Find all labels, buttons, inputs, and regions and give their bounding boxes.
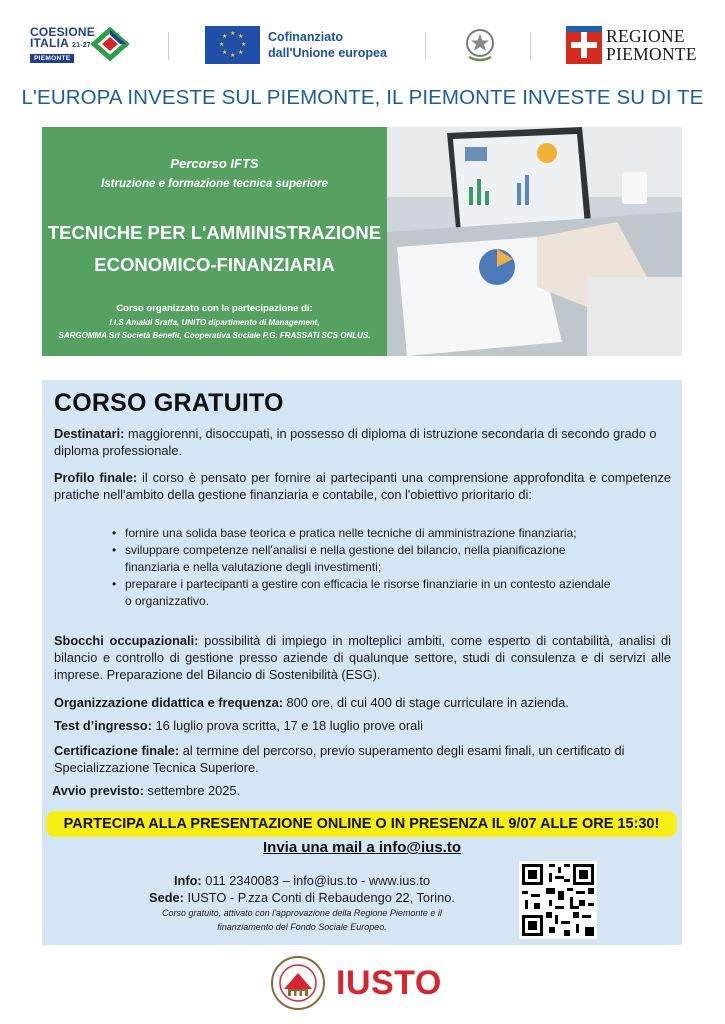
coesione-mark-icon (90, 26, 130, 62)
destinatari-label: Destinatari: (54, 426, 125, 441)
info-line (102, 872, 502, 889)
coesione-years: 21-27 (71, 42, 91, 49)
sbocchi-label: Sbocchi occupazionali: (54, 633, 199, 648)
sede-text: IUSTO - P.zza Conti di Rebaudengo 22, Torino. (183, 890, 455, 905)
test-paragraph (54, 717, 671, 734)
sbocchi-text: possibilità di impiego in molteplici ambiti, come esperto di contabilità, analisi di bilancio e controllo di gestione presso aziende di qualunque settore, studi di consulenza e di servizi alle imprese. Preparazione del Bilancio di Sostenibilità (ESG). (54, 633, 671, 682)
istituto-universitario-salesiano-seal-icon (270, 955, 326, 1011)
coesione-title-2-row (30, 38, 91, 51)
course-info-panel (42, 380, 682, 945)
profilo-label: Profilo finale: (54, 470, 138, 485)
coesione-title-2: ITALIA (30, 36, 69, 50)
organizzazione-text: 800 ore, di cui 400 di stage curriculare in azienda. (282, 695, 569, 710)
coesione-italia-logo (30, 20, 135, 70)
list-item: • fornire una solida base teorica e pratica nelle tecniche di amministrazione finanziaria; (112, 525, 612, 542)
logo-divider (425, 32, 426, 60)
italian-republic-emblem-icon (460, 20, 500, 70)
certificazione-text: al termine del percorso, previo superamento degli esami finali, un certificato di Specializzazione Tecnica Superiore. (54, 743, 625, 775)
list-item: • preparare i partecipanti a gestire con efficacia le risorse finanziarie in un contesto aziendale o organizzativo. (112, 576, 612, 610)
eu-flag-icon: ★ ★ ★ ★ ★ ★ ★ ★ (205, 26, 260, 64)
coesione-badge: PIEMONTE (30, 54, 74, 63)
hero-title-line-1: TECNICHE PER L'AMMINISTRAZIONE (47, 222, 382, 243)
hero-title-line-2: ECONOMICO-FINANZIARIA (94, 254, 335, 275)
logo-divider (530, 32, 531, 60)
iusto-footer-logo (270, 953, 460, 1013)
regione-text (606, 27, 697, 63)
iusto-brand: IUSTO (336, 963, 442, 1002)
organizzazione-paragraph (54, 694, 671, 711)
test-text: 16 luglio prova scritta, 17 e 18 luglio prove orali (151, 718, 423, 733)
logo-divider (168, 32, 169, 60)
note-line-2: finanziamento del Fondo Sociale Europeo. (217, 922, 387, 932)
piemonte-shield-icon (566, 26, 602, 64)
hero-org-label: Corso organizzato con la partecipazione di: (116, 303, 313, 314)
eu-line-2: dall'Unione europea (268, 46, 387, 60)
sede-label: Sede: (149, 890, 184, 905)
avvio-label: Avvio previsto: (52, 783, 144, 798)
info-label: Info: (173, 873, 202, 888)
eu-cofinanziato-logo (205, 20, 405, 70)
profilo-paragraph (54, 469, 671, 503)
profilo-bullet-list (112, 525, 612, 610)
header-logos (0, 20, 725, 72)
destinatari-text: maggiorenni, disoccupati, in possesso di diploma di istruzione secondaria di secondo grado o diploma professionale. (54, 426, 657, 458)
avvio-paragraph (52, 782, 669, 799)
regione-piemonte-logo (566, 20, 696, 70)
regione-line-2: PIEMONTE (606, 44, 697, 64)
destinatari-paragraph (54, 425, 671, 459)
business-desk-photo (387, 127, 682, 356)
list-item: • sviluppare competenze nell'analisi e nella gestione del bilancio, nella pianificazione finanziaria e nella valutazione degli investimenti; (112, 542, 612, 576)
course-headline: CORSO GRATUITO (54, 389, 284, 417)
regione-line-1: REGIONE (606, 26, 685, 46)
contact-info (102, 872, 502, 934)
coesione-title-1: COESIONE (30, 25, 95, 39)
test-label: Test d’ingresso: (54, 718, 152, 733)
hero-banner (42, 127, 387, 356)
slogan: L'EUROPA INVESTE SUL PIEMONTE, IL PIEMONTE INVESTE SU DI TE (21, 86, 704, 109)
info-text: 011 2340083 – info@ius.to - www.ius.to (201, 873, 431, 888)
certificazione-paragraph (54, 742, 671, 776)
sede-line (102, 889, 502, 906)
certificazione-label: Certificazione finale: (54, 743, 180, 758)
hero-partners-line-1: I.I.S Amaldi Sraffa, UNITO dipartimento di Management, (109, 318, 320, 327)
note-line-1: Corso gratuito, attivato con l'approvazione della Regione Piemonte e il (162, 908, 442, 918)
eu-line-1: Cofinanziato (268, 30, 343, 44)
eu-text (268, 29, 387, 61)
avvio-text: settembre 2025. (143, 783, 241, 798)
hero-subtitle-2: Istruzione e formazione tecnica superiore (101, 178, 328, 190)
hero-subtitle: Percorso IFTS (170, 156, 259, 171)
sbocchi-paragraph (54, 632, 671, 683)
mail-cta-link[interactable]: Invia una mail a info@ius.to (263, 839, 461, 856)
hero-partners-line-2: SARGOMMA Srl Società Benefit, Cooperativa Sociale P.G. FRASSATI SCS ONLUS. (58, 331, 371, 340)
profilo-text: il corso è pensato per fornire ai partecipanti una comprensione approfondita e competenze pratiche nell'ambito della gestione finanziaria e contabile, con l'obiettivo prioritario di: (54, 470, 671, 502)
presentation-cta-banner: PARTECIPA ALLA PRESENTAZIONE ONLINE O IN PRESENZA IL 9/07 ALLE ORE 15:30! (46, 811, 677, 837)
qr-code[interactable] (519, 861, 597, 939)
organizzazione-label: Organizzazione didattica e frequenza: (54, 695, 283, 710)
